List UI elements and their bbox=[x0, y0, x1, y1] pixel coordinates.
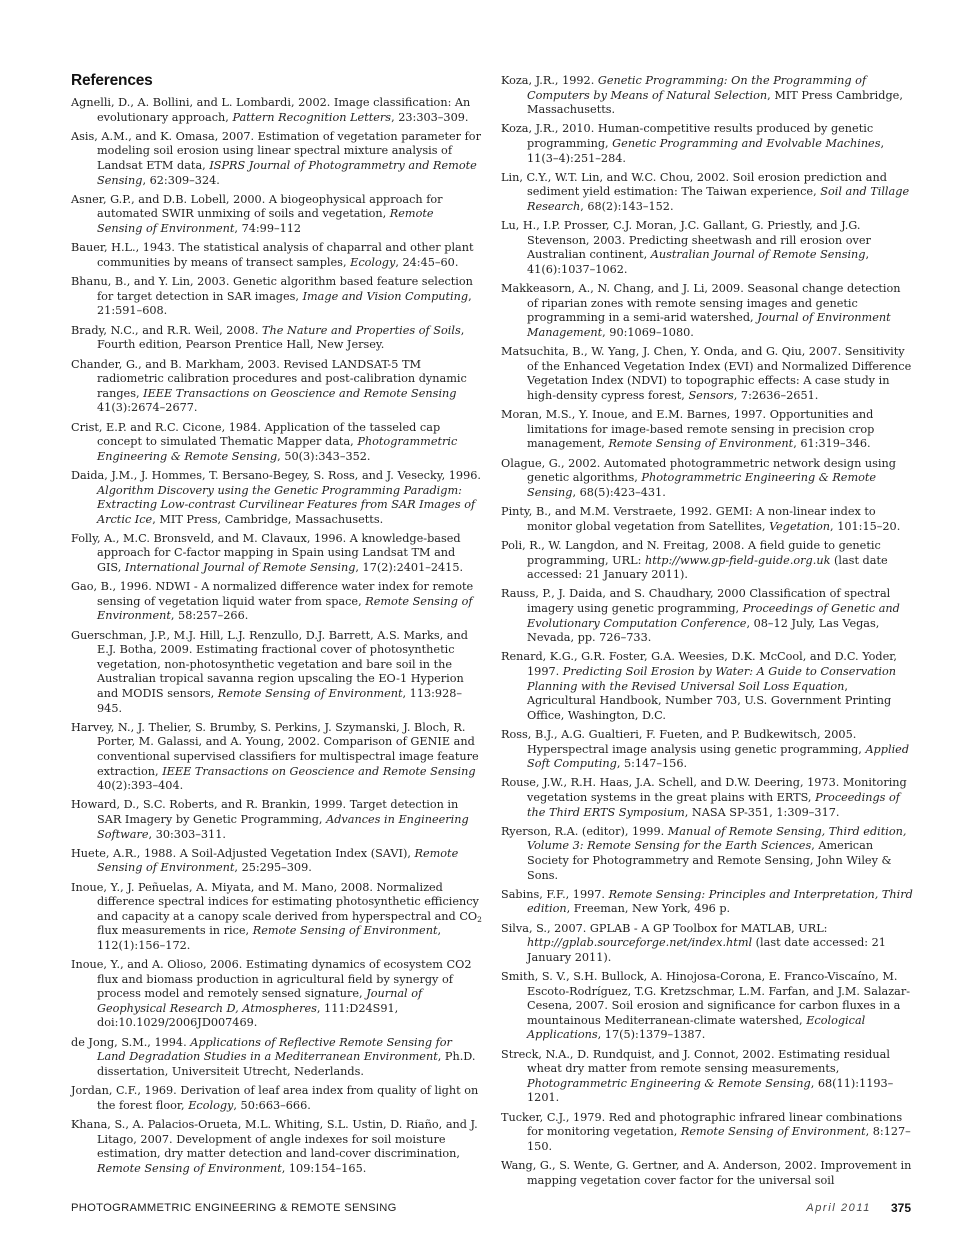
reference-text: flux measurements in rice, bbox=[97, 924, 253, 938]
reference-text: , 68(2):143–152. bbox=[580, 199, 674, 213]
reference-entry bbox=[501, 171, 913, 215]
reference-source-title: Remote Sensing of Environment bbox=[97, 1161, 282, 1175]
reference-source-title: Ecological Applications bbox=[527, 1013, 866, 1042]
reference-entry bbox=[71, 241, 482, 270]
reference-entry bbox=[501, 1159, 913, 1188]
reference-source-title: Vegetation bbox=[769, 519, 831, 533]
footer-issue-date: April 2011 bbox=[806, 1202, 871, 1214]
reference-text: , 24:45–60. bbox=[395, 255, 459, 269]
reference-source-title: Proceedings of the Third ERTS Symposium bbox=[527, 790, 900, 819]
reference-entry bbox=[71, 469, 482, 527]
reference-text: , 25:295–309. bbox=[234, 861, 312, 875]
reference-text: , 08–12 July, Las Vegas, Nevada, pp. 726–733. bbox=[527, 616, 880, 645]
reference-entry bbox=[71, 847, 482, 876]
reference-text: , 90:1069–1080. bbox=[602, 325, 694, 339]
reference-text: Streck, N.A., D. Rundquist, and J. Connot, 2002. Estimating residual wheat dry matter from remote sensing measurements, bbox=[501, 1047, 890, 1076]
reference-source-title: IEEE Transactions on Geoscience and Remote Sensing bbox=[162, 764, 476, 778]
reference-text: Guerschman, J.P., M.J. Hill, L.J. Renzullo, D.J. Barrett, A.S. Marks, and E.J. Botha, 2009. Estimating fractional cover of photosynthetic vegetation, non-photosynthetic vegetation and bare soil in the Australian tropical savanna region upscaling the EO-1 Hyperion and MODIS sensors, bbox=[71, 628, 468, 700]
reference-entry bbox=[71, 193, 482, 237]
reference-text: Makkeasorn, A., N. Chang, and J. Li, 2009. Seasonal change detection of riparian zones with remote sensing images and genetic programming in a semi-arid watershed, bbox=[501, 282, 901, 325]
reference-source-title: Remote Sensing of Environment bbox=[97, 846, 459, 875]
reference-source-title: Remote Sensing of Environment bbox=[252, 924, 438, 938]
reference-entry bbox=[71, 629, 482, 716]
reference-text: Inoue, Y., and A. Olioso, 2006. Estimating dynamics of ecosystem CO2 flux and biomass production in agricultural field by synergy of process model and remotely sensed signature, bbox=[71, 958, 472, 1001]
reference-text: , American Society for Photogrammetry and Remote Sensing, John Wiley & Sons. bbox=[527, 839, 892, 882]
reference-text: Jordan, C.F., 1969. Derivation of leaf area index from quality of light on the forest floor, bbox=[71, 1084, 479, 1112]
reference-text: Moran, M.S., Y. Inoue, and E.M. Barnes, 1997. Opportunities and limitations for image-based remote sensing in precision crop management, bbox=[501, 408, 875, 451]
reference-text: Daida, J.M., J. Hommes, T. Bersano-Begey, S. Ross, and J. Vesecky, 1996. bbox=[71, 468, 481, 482]
reference-entry bbox=[71, 130, 482, 188]
reference-entry bbox=[501, 457, 913, 501]
reference-text: , 23:303–309. bbox=[391, 110, 469, 124]
reference-entry bbox=[501, 888, 913, 917]
reference-text: , 62:309–324. bbox=[142, 173, 220, 187]
reference-source-title: Advances in Engineering Software bbox=[97, 812, 469, 841]
reference-text: , 50(3):343–352. bbox=[277, 449, 371, 463]
reference-text: (last date accessed: 21 January 2011). bbox=[527, 553, 888, 582]
reference-text: Wang, G., S. Wente, G. Gertner, and A. Anderson, 2002. Improvement in mapping vegetation cover factor for the universal soil bbox=[501, 1159, 912, 1187]
reference-source-title: Remote Sensing of Environment bbox=[608, 437, 794, 451]
reference-text: (last date accessed: 21 January 2011). bbox=[527, 936, 886, 964]
reference-text: Bhanu, B., and Y. Lin, 2003. Genetic algorithm based feature selection for target detection in SAR images, bbox=[71, 275, 473, 303]
reference-source-title: Remote Sensing of Environment bbox=[680, 1125, 866, 1139]
reference-text: , 30:303–311. bbox=[148, 827, 226, 841]
reference-source-title: Remote Sensing of Environment bbox=[97, 207, 434, 235]
reference-text: , 7:2636–2651. bbox=[733, 388, 819, 402]
reference-text: Inoue, Y., J. Peñuelas, A. Miyata, and M. Mano, 2008. Normalized difference spectral indices for estimating photosynthetic efficiency and capacity at a canopy scale derived from hyperspectral and CO bbox=[71, 880, 479, 923]
reference-text: Tucker, C.J., 1979. Red and photographic infrared linear combinations for monitoring vegetation, bbox=[501, 1110, 903, 1139]
reference-entry bbox=[501, 345, 913, 403]
subscript: 2 bbox=[477, 914, 482, 924]
reference-text: Renard, K.G., G.R. Foster, G.A. Weesies, D.K. McCool, and D.C. Yoder, 1997. bbox=[501, 650, 898, 678]
reference-source-title: http://gplab.sourceforge.net/index.html bbox=[527, 936, 753, 950]
reference-entry bbox=[71, 1118, 482, 1176]
reference-source-title: Algorithm Discovery using the Genetic Programming Paradigm: Extracting Low-contrast Curvilinear Features from SAR Images of Arctic Ice bbox=[97, 483, 476, 526]
reference-text: Khana, S., A. Palacios-Orueta, M.L. Whiting, S.L. Ustin, D. Riaño, and J. Litago, 2007. Development of angle indexes for soil moisture estimation, dry matter detection and land-cover discrimination, bbox=[71, 1118, 478, 1161]
reference-source-title: http://www.gp-field-guide.org.uk bbox=[644, 553, 831, 567]
reference-text: , 109:154–165. bbox=[281, 1161, 367, 1175]
reference-source-title: Ecology bbox=[350, 255, 396, 269]
reference-text: , 17(2):2401–2415. bbox=[355, 561, 464, 575]
reference-text: , 58:257–266. bbox=[170, 609, 249, 623]
reference-text: Rouse, J.W., R.H. Haas, J.A. Schell, and D.W. Deering, 1973. Monitoring vegetation systems in the great plains with ERTS, bbox=[501, 776, 907, 804]
reference-text: Folly, A., M.C. Bronsveld, and M. Clavaux, 1996. A knowledge-based approach for C-factor mapping in Spain using Landsat TM and GIS, bbox=[71, 531, 461, 575]
reference-source-title: International Journal of Remote Sensing bbox=[124, 561, 356, 575]
reference-text: , 5:147–156. bbox=[616, 757, 688, 771]
reference-text: , Freeman, New York, 496 p. bbox=[566, 902, 731, 916]
reference-text: , 111:D24S91, doi:10.1029/2006JD007469. bbox=[97, 1001, 399, 1030]
reference-entry bbox=[71, 580, 482, 624]
reference-entry bbox=[501, 650, 913, 723]
reference-text: , MIT Press Cambridge, Massachusetts. bbox=[527, 88, 903, 117]
reference-entry bbox=[71, 798, 482, 842]
reference-text: Chander, G., and B. Markham, 2003. Revised LANDSAT-5 TM radiometric calibration procedures and post-calibration dynamic ranges, bbox=[71, 357, 467, 400]
reference-text: , 101:15–20. bbox=[830, 519, 901, 533]
footer-journal-name: PHOTOGRAMMETRIC ENGINEERING & REMOTE SENSING bbox=[71, 1202, 397, 1214]
reference-text: Harvey, N., J. Thelier, S. Brumby, S. Perkins, J. Szymanski, J. Bloch, R. Porter, M. Galassi, and A. Young, 2002. Comparison of GENIE and conventional supervised classifiers for multispectral image feature extraction, bbox=[71, 720, 479, 778]
reference-text: , Agricultural Handbook, Number 703, U.S. Government Printing Office, Washington, D.C. bbox=[527, 679, 892, 722]
reference-entry bbox=[71, 881, 482, 954]
reference-source-title: Australian Journal of Remote Sensing bbox=[650, 248, 866, 262]
reference-entry bbox=[501, 539, 913, 583]
reference-entry bbox=[71, 96, 482, 125]
reference-text: Crist, E.P. and R.C. Cicone, 1984. Application of the tasseled cap concept to simulated Thematic Mapper data, bbox=[71, 420, 441, 449]
reference-entry bbox=[71, 275, 482, 319]
reference-text: 40(2):393–404. bbox=[97, 779, 184, 793]
reference-text: Howard, D., S.C. Roberts, and R. Brankin, 1999. Target detection in SAR Imagery by Genetic Programming, bbox=[71, 798, 459, 826]
reference-source-title: Photogrammetric Engineering & Remote Sensing bbox=[527, 1076, 811, 1090]
reference-source-title: Applications of Reflective Remote Sensing for Land Degradation Studies in a Mediterranean Environment bbox=[97, 1035, 452, 1064]
reference-source-title: Journal of Environment Management bbox=[527, 311, 891, 339]
references-column-left bbox=[71, 96, 482, 1181]
reference-source-title: IEEE Transactions on Geoscience and Remote Sensing bbox=[143, 386, 457, 400]
reference-text: Matsuchita, B., W. Yang, J. Chen, Y. Onda, and G. Qiu, 2007. Sensitivity of the Enhanced Vegetation Index (EVI) and Normalized Difference Vegetation Index (NDVI) to topographic effects: A case study in high-density cypress forest, bbox=[501, 345, 912, 402]
reference-source-title: ISPRS Journal of Photogrammetry and Remote Sensing bbox=[97, 158, 477, 187]
reference-text: Ross, B.J., A.G. Gualtieri, F. Fueten, and P. Budkewitsch, 2005. Hyperspectral image analysis using genetic programming, bbox=[501, 727, 866, 756]
reference-text: , 41(6):1037–1062. bbox=[527, 248, 870, 276]
reference-text: Silva, S., 2007. GPLAB - A GP Toolbox for MATLAB, URL: bbox=[501, 921, 828, 935]
reference-text: Rauss, P., J. Daida, and S. Chaudhary, 2000 Classification of spectral imagery using genetic programming, bbox=[501, 587, 891, 616]
reference-source-title: Pattern Recognition Letters bbox=[232, 110, 392, 124]
reference-entry bbox=[501, 970, 913, 1043]
reference-text: , 74:99–112 bbox=[234, 221, 302, 235]
reference-entry bbox=[71, 421, 482, 465]
reference-source-title: The Nature and Properties of Soils bbox=[262, 323, 461, 337]
reference-text: Brady, N.C., and R.R. Weil, 2008. bbox=[71, 323, 263, 337]
reference-text: , Fourth edition, Pearson Prentice Hall, New Jersey. bbox=[97, 323, 465, 352]
reference-text: Gao, B., 1996. NDWI - A normalized difference water index for remote sensing of vegetation liquid water from space, bbox=[71, 580, 474, 608]
reference-entry bbox=[501, 122, 913, 166]
reference-entry bbox=[501, 825, 913, 883]
reference-source-title: Predicting Soil Erosion by Water: A Guide to Conservation Planning with the Revised Universal Soil Loss Equation bbox=[527, 665, 897, 693]
reference-entry bbox=[71, 1084, 482, 1113]
reference-text: Poli, R., W. Langdon, and N. Freitag, 2008. A field guide to genetic programming, URL: bbox=[501, 539, 881, 567]
reference-text: , 113:928–945. bbox=[97, 687, 463, 715]
reference-source-title: Photogrammetric Engineering & Remote Sensing bbox=[97, 435, 458, 463]
reference-entry bbox=[71, 1036, 482, 1080]
reference-entry bbox=[71, 358, 482, 416]
reference-source-title: Manual of Remote Sensing, Third edition, Volume 3: Remote Sensing for the Earth Sciences bbox=[527, 824, 907, 853]
reference-text: , 50:663–666. bbox=[233, 1098, 311, 1112]
reference-entry bbox=[501, 408, 913, 452]
reference-entry bbox=[501, 1048, 913, 1106]
reference-entry bbox=[501, 1111, 913, 1155]
reference-entry bbox=[501, 282, 913, 340]
reference-text: Olague, G., 2002. Automated photogrammetric network design using genetic algorithms, bbox=[501, 456, 896, 485]
reference-text: , 112(1):156–172. bbox=[97, 924, 442, 952]
reference-source-title: Journal of Geophysical Research D, Atmospheres bbox=[97, 987, 423, 1015]
reference-text: , MIT Press, Cambridge, Massachusetts. bbox=[152, 512, 384, 526]
references-heading: References bbox=[71, 72, 153, 89]
reference-text: Koza, J.R., 1992. bbox=[501, 74, 598, 87]
reference-entry bbox=[501, 505, 913, 534]
reference-source-title: Sensors bbox=[688, 388, 734, 402]
reference-source-title: Remote Sensing: Principles and Interpretation, Third edition bbox=[527, 887, 913, 916]
reference-entry bbox=[71, 532, 482, 576]
reference-text: Bauer, H.L., 1943. The statistical analysis of chaparral and other plant communities by means of transect samples, bbox=[71, 241, 474, 269]
reference-text: , 17(5):1379–1387. bbox=[597, 1028, 706, 1042]
reference-entry bbox=[501, 776, 913, 820]
reference-text: Pinty, B., and M.M. Verstraete, 1992. GEMI: A non-linear index to monitor global vegetation from Satellites, bbox=[501, 505, 876, 533]
reference-entry bbox=[71, 324, 482, 353]
reference-source-title: Remote Sensing of Environment bbox=[97, 594, 473, 623]
reference-text: Lin, C.Y., W.T. Lin, and W.C. Chou, 2002. Soil erosion prediction and sediment yield estimation: The Taiwan experience, bbox=[501, 170, 887, 199]
reference-text: , 8:127–150. bbox=[527, 1125, 911, 1153]
reference-entry bbox=[501, 74, 913, 118]
reference-text: , 68(11):1193–1201. bbox=[527, 1076, 894, 1105]
reference-text: , 11(3–4):251–284. bbox=[527, 136, 885, 165]
reference-text: , 68(5):423–431. bbox=[572, 485, 666, 499]
reference-text: de Jong, S.M., 1994. bbox=[71, 1035, 191, 1049]
reference-text: 41(3):2674–2677. bbox=[97, 401, 198, 415]
reference-text: Smith, S. V., S.H. Bullock, A. Hinojosa-Corona, E. Franco-Viscaíno, M. Escoto-Rodríguez, T.G. Kretzschmar, L.M. Farfan, and J.M. Salazar-Cesena, 2007. Soil erosion and significance for carbon fluxes in a mountainous Mediterranean-climate watershed, bbox=[501, 970, 911, 1027]
reference-text: Asner, G.P., and D.B. Lobell, 2000. A biogeophysical approach for automated SWIR unmixing of soils and vegetation, bbox=[71, 192, 443, 221]
reference-text: Agnelli, D., A. Bollini, and L. Lombardi, 2002. Image classification: An evolutionary approach, bbox=[71, 96, 471, 124]
reference-text: , 21:591–608. bbox=[97, 289, 472, 318]
reference-entry bbox=[501, 219, 913, 277]
reference-entry bbox=[501, 922, 913, 966]
reference-source-title: Ecology bbox=[188, 1098, 234, 1112]
reference-source-title: Soil and Tillage Research bbox=[527, 185, 910, 213]
reference-text: Ryerson, R.A. (editor), 1999. bbox=[501, 824, 668, 838]
reference-entry bbox=[501, 587, 913, 645]
reference-text: , NASA SP-351, 1:309–317. bbox=[684, 805, 840, 819]
reference-text: Sabins, F.F., 1997. bbox=[501, 887, 609, 901]
reference-text: , 61:319–346. bbox=[793, 437, 871, 451]
reference-entry bbox=[71, 721, 482, 794]
reference-source-title: Applied Soft Computing bbox=[527, 742, 910, 771]
reference-text: , Ph.D. dissertation, Universiteit Utrecht, Nederlands. bbox=[97, 1050, 476, 1078]
reference-text: Asis, A.M., and K. Omasa, 2007. Estimation of vegetation parameter for modeling soil erosion using linear spectral mixture analysis of Landsat ETM data, bbox=[71, 129, 481, 172]
reference-entry bbox=[71, 958, 482, 1031]
reference-text: Huete, A.R., 1988. A Soil-Adjusted Vegetation Index (SAVI), bbox=[71, 846, 415, 860]
reference-source-title: Genetic Programming: On the Programming of Computers by Means of Natural Selection bbox=[527, 74, 867, 102]
reference-text: Koza, J.R., 2010. Human-competitive results produced by genetic programming, bbox=[501, 122, 874, 150]
reference-source-title: Remote Sensing of Environment bbox=[217, 687, 403, 700]
reference-source-title: Proceedings of Genetic and Evolutionary Computation Conference bbox=[527, 602, 900, 630]
reference-entry bbox=[501, 728, 913, 772]
reference-source-title: Photogrammetric Engineering & Remote Sensing bbox=[527, 471, 877, 499]
references-column-right bbox=[501, 74, 913, 1193]
footer-page-number: 375 bbox=[890, 1201, 911, 1215]
reference-text: Lu, H., I.P. Prosser, C.J. Moran, J.C. Gallant, G. Priestly, and J.G. Stevenson, 2003. Predicting sheetwash and rill erosion over Australian continent, bbox=[501, 219, 871, 262]
reference-source-title: Genetic Programming and Evolvable Machines bbox=[612, 136, 881, 150]
reference-source-title: Image and Vision Computing bbox=[302, 289, 469, 303]
